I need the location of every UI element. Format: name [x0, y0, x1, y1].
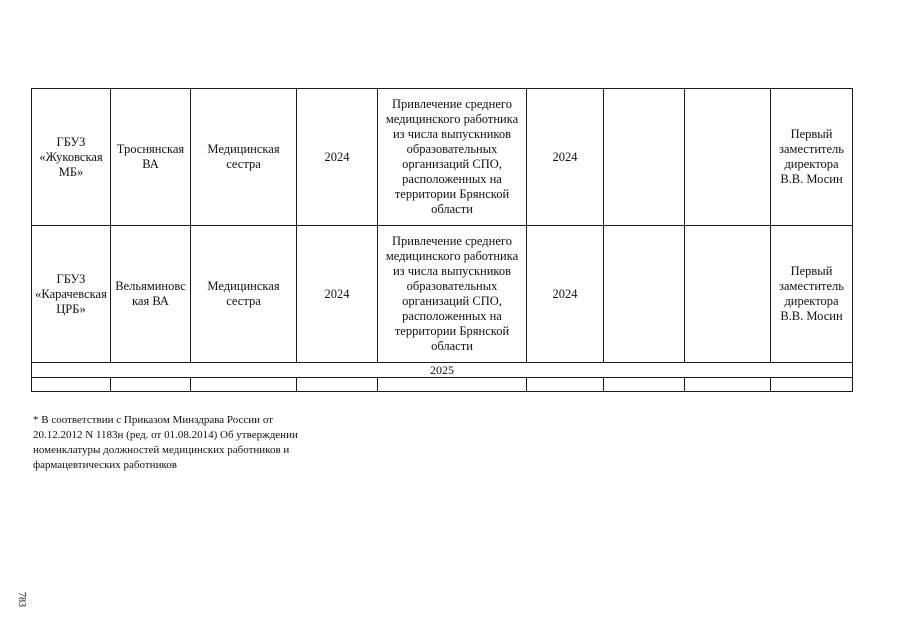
responsible-cell: Первый заместитель директора В.В. Мосин — [771, 226, 853, 363]
empty-row — [32, 378, 853, 392]
empty-cell — [604, 89, 685, 226]
empty-cell — [685, 378, 771, 392]
measure-cell: Привлечение среднего медицинского работника из числа выпускников образовательных организаций СПО, расположенных на территории Брянской области — [378, 89, 527, 226]
empty-cell — [604, 378, 685, 392]
unit-cell: Троснянская ВА — [111, 89, 191, 226]
empty-cell — [191, 378, 297, 392]
footnote: * В соответствии с Приказом Минздрава России от 20.12.2012 N 1183н (ред. от 01.08.2014) Об утверждении номенклатуры должностей медицинских работников и фармацевтических работников — [33, 414, 298, 471]
unit-cell: Вельяминовская ВА — [111, 226, 191, 363]
empty-cell — [685, 89, 771, 226]
organization-cell: ГБУЗ «Жуковская МБ» — [32, 89, 111, 226]
organization-cell: ГБУЗ «Карачевская ЦРБ» — [32, 226, 111, 363]
year-section-row — [32, 363, 853, 378]
position-cell: Медицинская сестра — [191, 226, 297, 363]
empty-cell — [771, 378, 853, 392]
empty-cell — [685, 226, 771, 363]
staffing-table — [31, 88, 853, 392]
empty-cell — [604, 226, 685, 363]
deadline-cell: 2024 — [527, 226, 604, 363]
table-row — [32, 89, 853, 226]
deadline-cell: 2024 — [527, 89, 604, 226]
measure-cell: Привлечение среднего медицинского работника из числа выпускников образовательных организаций СПО, расположенных на территории Брянской области — [378, 226, 527, 363]
table-row — [32, 226, 853, 363]
year-section-cell: 2025 — [32, 363, 853, 378]
empty-cell — [111, 378, 191, 392]
empty-cell — [32, 378, 111, 392]
empty-cell — [527, 378, 604, 392]
position-cell: Медицинская сестра — [191, 89, 297, 226]
responsible-cell: Первый заместитель директора В.В. Мосин — [771, 89, 853, 226]
empty-cell — [378, 378, 527, 392]
empty-cell — [297, 378, 378, 392]
page-number: 783 — [16, 592, 27, 607]
year-cell: 2024 — [297, 89, 378, 226]
year-cell: 2024 — [297, 226, 378, 363]
